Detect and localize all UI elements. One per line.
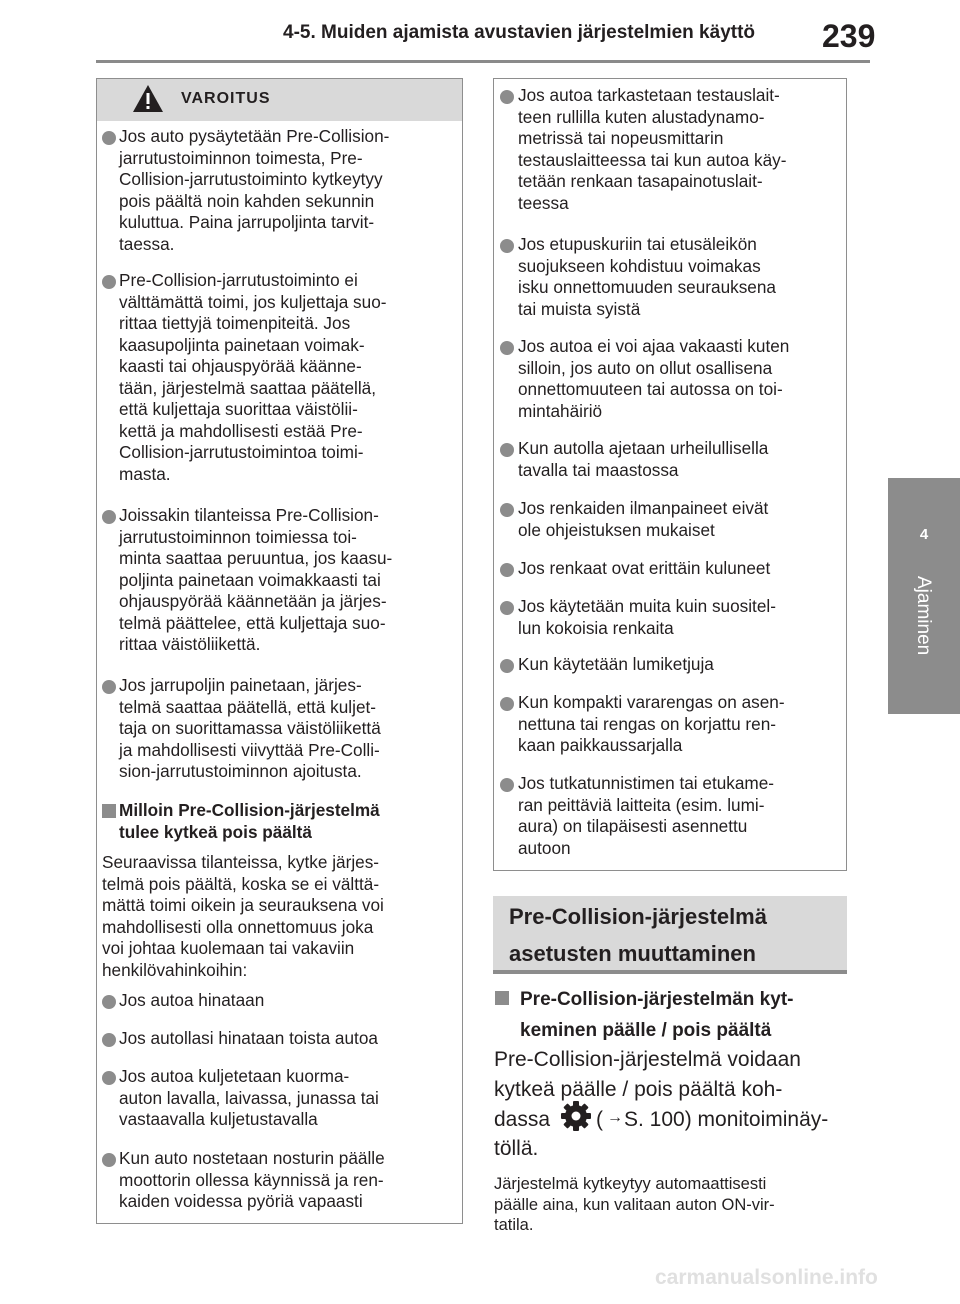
condition-list-item: Kun kompakti vararengas on asen- nettuna tai rengas on korjattu ren- kaan paikkaussarjalla xyxy=(518,692,785,755)
bullet-icon xyxy=(500,341,514,355)
condition-list-item: Kun autolla ajetaan urheilullisella tavalla tai maastossa xyxy=(518,438,769,480)
bullet-icon xyxy=(500,90,514,104)
bullet-icon xyxy=(500,443,514,457)
bullet-icon xyxy=(500,659,514,673)
arrow-right-icon: → xyxy=(607,1109,623,1126)
condition-list-item: Jos käytetään muita kuin suositel- lun kokoisia renkaita xyxy=(518,596,776,638)
bullet-icon xyxy=(102,1153,116,1167)
warning-intro: Seuraavissa tilanteissa, kytke järjes- telmä pois päältä, koska se ei välttä- mättä toimi oikein ja seurauksena voi mahdollisesti olla onnettomuus joka voi johtaa kuolemaan tai vakaviin henkilövahinkoihin: xyxy=(102,852,384,980)
header-rule xyxy=(96,60,870,63)
section-body-line: kytkeä päälle / pois päältä koh- xyxy=(494,1078,783,1101)
section-body-line: töllä. xyxy=(494,1137,539,1160)
condition-list-item: Jos autoa tarkastetaan testauslait- teen rullilla kuten alustadynamo- metrissä tai nopeusmittarin testauslaitteessa tai kun autoa käy- tetään renkaan tasapainotuslait- teessa xyxy=(518,85,787,213)
page-number: 239 xyxy=(822,18,876,54)
warning-list-item: Jos autollasi hinataan toista autoa xyxy=(119,1028,378,1048)
bullet-icon xyxy=(500,601,514,615)
gear-icon xyxy=(560,1100,592,1132)
chapter-tab xyxy=(888,478,960,714)
warning-header xyxy=(97,79,462,121)
condition-list-item: Jos tutkatunnistimen tai etukame- ran peittäviä laitteita (esim. lumi- aura) on tilapäisesti asennettu autoon xyxy=(518,773,775,858)
section-title: Pre-Collision-järjestelmä asetusten muuttaminen xyxy=(509,904,767,966)
warning-label: VAROITUS xyxy=(181,90,271,107)
bullet-icon xyxy=(102,680,116,694)
chapter-label: Ajaminen xyxy=(913,576,934,656)
bullet-icon xyxy=(102,1033,116,1047)
condition-list-item: Jos etupuskuriin tai etusäleikön suojukseen kohdistuu voimakas isku onnettomuuden seurauksena tai muista syistä xyxy=(518,234,776,319)
bullet-icon xyxy=(102,275,116,289)
warning-subheading: Milloin Pre-Collision-järjestelmä tulee kytkeä pois päältä xyxy=(119,800,380,842)
section-heading-box xyxy=(493,896,847,974)
bullet-icon xyxy=(500,697,514,711)
warning-paragraph: Jos jarrupoljin painetaan, järjes- telmä saattaa päätellä, että kuljet- taja on suorittamassa väistöliikettä ja mahdollisesti viivyttää Pre-Colli- sion-jarrutustoiminnon ajoitusta. xyxy=(119,675,381,781)
condition-list-item: Jos renkaat ovat erittäin kuluneet xyxy=(518,558,771,578)
section-subheading: Pre-Collision-järjestelmän kyt- keminen päälle / pois päältä xyxy=(520,989,794,1041)
warning-list-item: Kun auto nostetaan nosturin päälle moottorin ollessa käynnissä ja ren- kaiden voidessa pyöriä vapaasti xyxy=(119,1148,385,1211)
section-note: Järjestelmä kytkeytyy automaattisesti päälle aina, kun valitaan auton ON-vir- tatila. xyxy=(494,1175,775,1234)
bullet-icon xyxy=(500,563,514,577)
bullet-icon xyxy=(500,778,514,792)
watermark: carmanualsonline.info xyxy=(655,1266,878,1289)
condition-list-item: Kun käytetään lumiketjuja xyxy=(518,654,714,674)
warning-paragraph: Pre-Collision-jarrutustoiminto ei välttämättä toimi, jos kuljettaja suo- rittaa tiettyjä toimenpiteitä. Jos kaasupoljinta painetaan voimak- kaasti tai ohjauspyörää käänne- tään, järjestelmä saattaa päätellä, että kuljettaja suorittaa väistölii- kettä ja mahdollisesti estää Pre- Collision-jarrutustoimintoa toimi- masta. xyxy=(119,270,387,484)
condition-list-item: Jos renkaiden ilmanpaineet eivät ole ohjeistuksen mukaiset xyxy=(518,498,769,540)
bullet-icon xyxy=(500,239,514,253)
warning-paragraph: Jos auto pysäytetään Pre-Collision- jarrutustoiminnon toimesta, Pre- Collision-jarrutustoiminto kytkeytyy pois päältä noin kahden sekunnin kuluttua. Paina jarrupoljinta tarvit- taessa. xyxy=(119,126,390,254)
section-body-line: Pre-Collision-järjestelmä voidaan xyxy=(494,1048,801,1071)
bullet-icon xyxy=(102,1071,116,1085)
warning-triangle-icon xyxy=(131,83,165,115)
section-body-line: dassa xyxy=(494,1108,551,1131)
chapter-number: 4 xyxy=(919,526,929,543)
warning-paragraph: Joissakin tilanteissa Pre-Collision- jarrutustoiminnon toimiessa toi- minta saattaa peruuntua, jos kaasu- poljinta painetaan voimakkaasti tai ohjauspyörää käännetään ja järjes- telmä päättelee, että kuljettaja suo- rittaa väistöliikettä. xyxy=(119,505,393,654)
reference-paren: ( xyxy=(596,1108,603,1131)
bullet-icon xyxy=(102,995,116,1009)
section-body-line: S. 100) monitoiminäy- xyxy=(624,1108,829,1131)
header-title: 4-5. Muiden ajamista avustavien järjestelmien käyttö xyxy=(283,22,756,43)
bullet-icon xyxy=(500,503,514,517)
bullet-icon xyxy=(102,510,116,524)
warning-list-item: Jos autoa hinataan xyxy=(119,990,265,1010)
square-bullet-icon xyxy=(102,804,116,818)
condition-list-item: Jos autoa ei voi ajaa vakaasti kuten silloin, jos auto on ollut osallisena onnettomuuteen tai autossa on toi- mintahäiriö xyxy=(518,336,790,421)
warning-list-item: Jos autoa kuljetetaan kuorma- auton lavalla, laivassa, junassa tai vastaavalla kuljetustavalla xyxy=(119,1066,379,1129)
bullet-icon xyxy=(102,131,116,145)
square-bullet-icon xyxy=(495,991,509,1005)
